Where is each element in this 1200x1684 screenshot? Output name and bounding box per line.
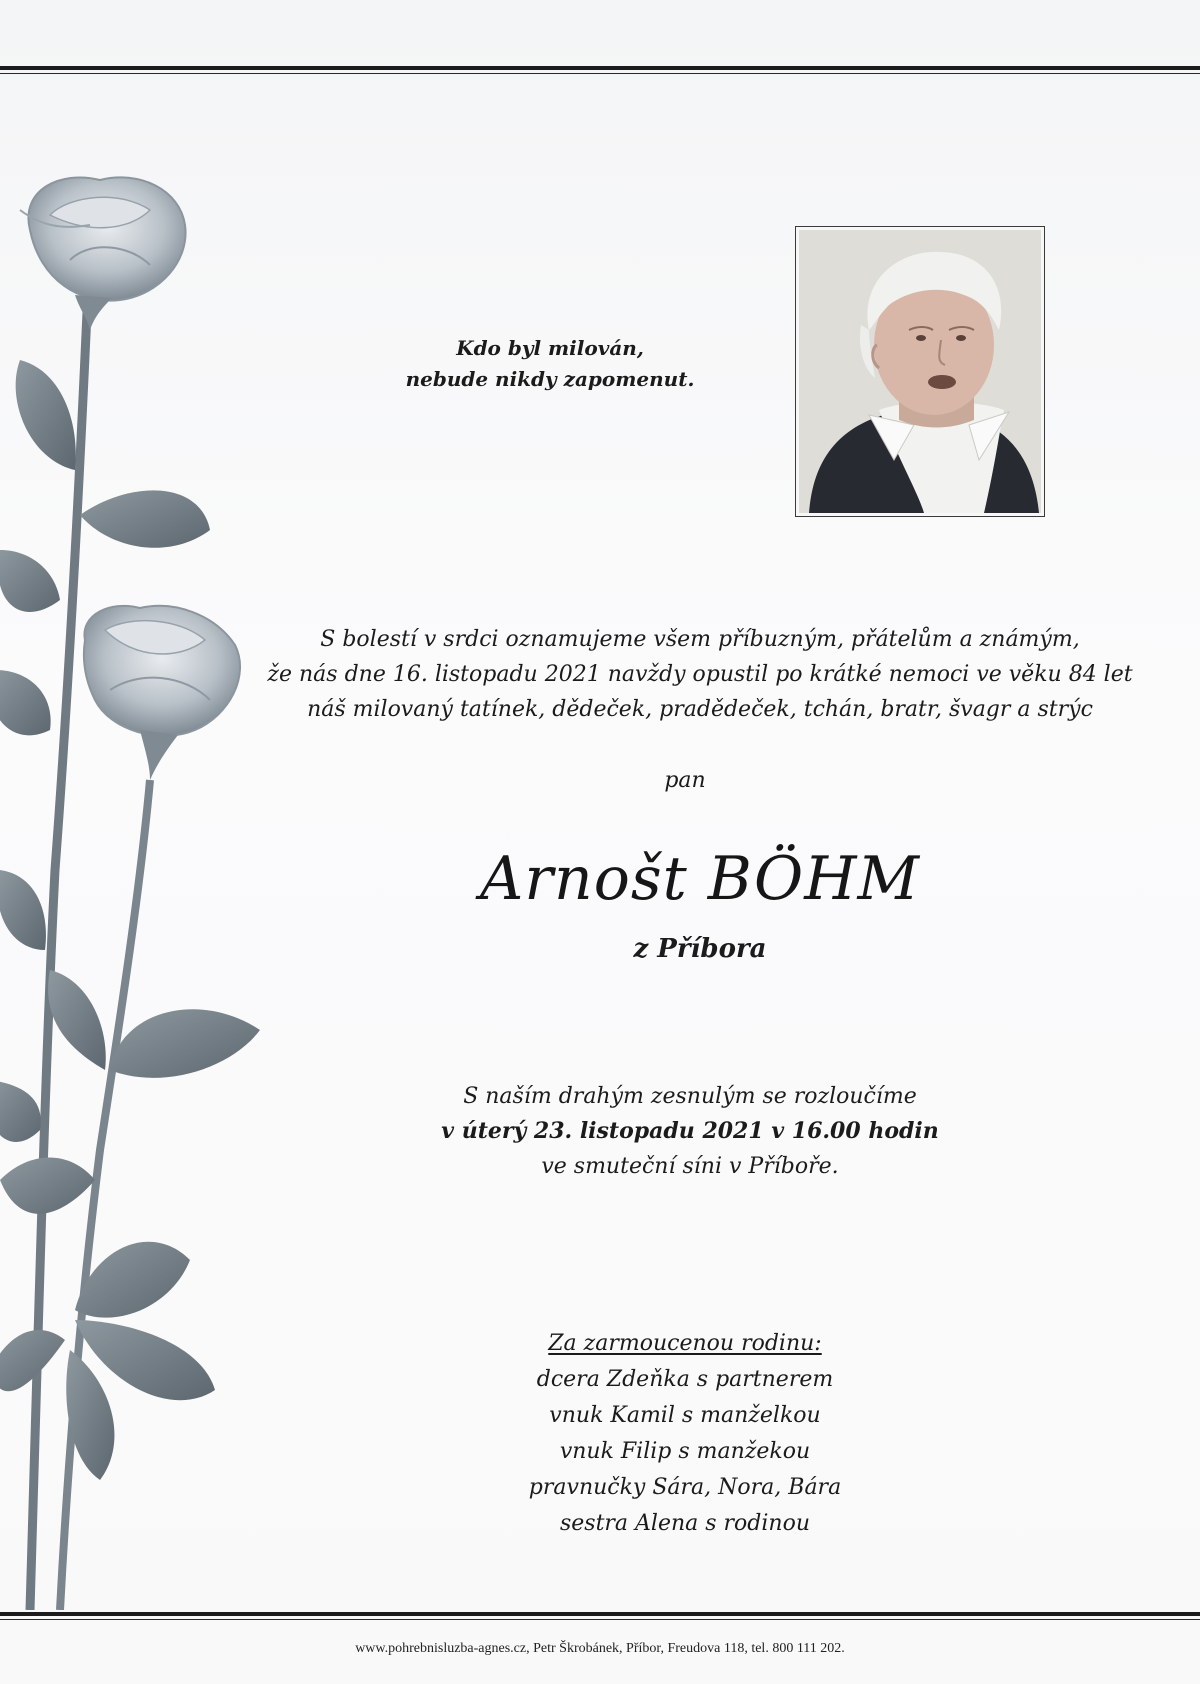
honorific: pan	[664, 768, 706, 793]
family-member: sestra Alena s rodinou	[559, 1511, 811, 1536]
farewell-date-time: v úterý 23. listopadu 2021 v 16.00 hodin	[441, 1118, 939, 1144]
rose-illustration	[0, 170, 270, 1610]
motto	[380, 333, 720, 395]
footer-contact: www.pohrebnisluzba-agnes.cz, Petr Škrobánek, Příbor, Freudova 118, tel. 800 111 202.	[355, 1641, 845, 1656]
top-border-rule	[0, 66, 1200, 74]
motto-line: nebude nikdy zapomenut.	[405, 367, 695, 391]
bottom-border-rule	[0, 1612, 1200, 1620]
family-heading: Za zarmoucenou rodinu:	[548, 1331, 822, 1356]
portrait-photo	[795, 226, 1045, 517]
family-member: pravnučky Sára, Nora, Bára	[528, 1475, 842, 1500]
farewell-line: S naším drahým zesnulým se rozloučíme	[463, 1084, 917, 1109]
farewell-notice	[380, 1079, 1000, 1184]
deceased-origin: z Příbora	[633, 934, 767, 964]
announcement-line: že nás dne 16. listopadu 2021 navždy opustil po krátké nemoci ve věku 84 let	[267, 662, 1133, 687]
family-member: vnuk Filip s manžekou	[559, 1439, 811, 1464]
family-member: vnuk Kamil s manželkou	[549, 1403, 821, 1428]
announcement	[250, 622, 1150, 727]
family-member: dcera Zdeňka s partnerem	[536, 1367, 834, 1392]
portrait-image	[799, 230, 1041, 513]
family-list	[450, 1326, 920, 1542]
motto-line: Kdo byl milován,	[456, 336, 644, 360]
announcement-line: náš milovaný tatínek, dědeček, pradědeček, tchán, bratr, švagr a strýc	[307, 697, 1093, 722]
farewell-line: ve smuteční síni v Příboře.	[541, 1154, 839, 1179]
announcement-line: S bolestí v srdci oznamujeme všem příbuzným, přátelům a známým,	[320, 627, 1080, 652]
deceased-name: Arnošt BÖHM	[480, 844, 920, 914]
